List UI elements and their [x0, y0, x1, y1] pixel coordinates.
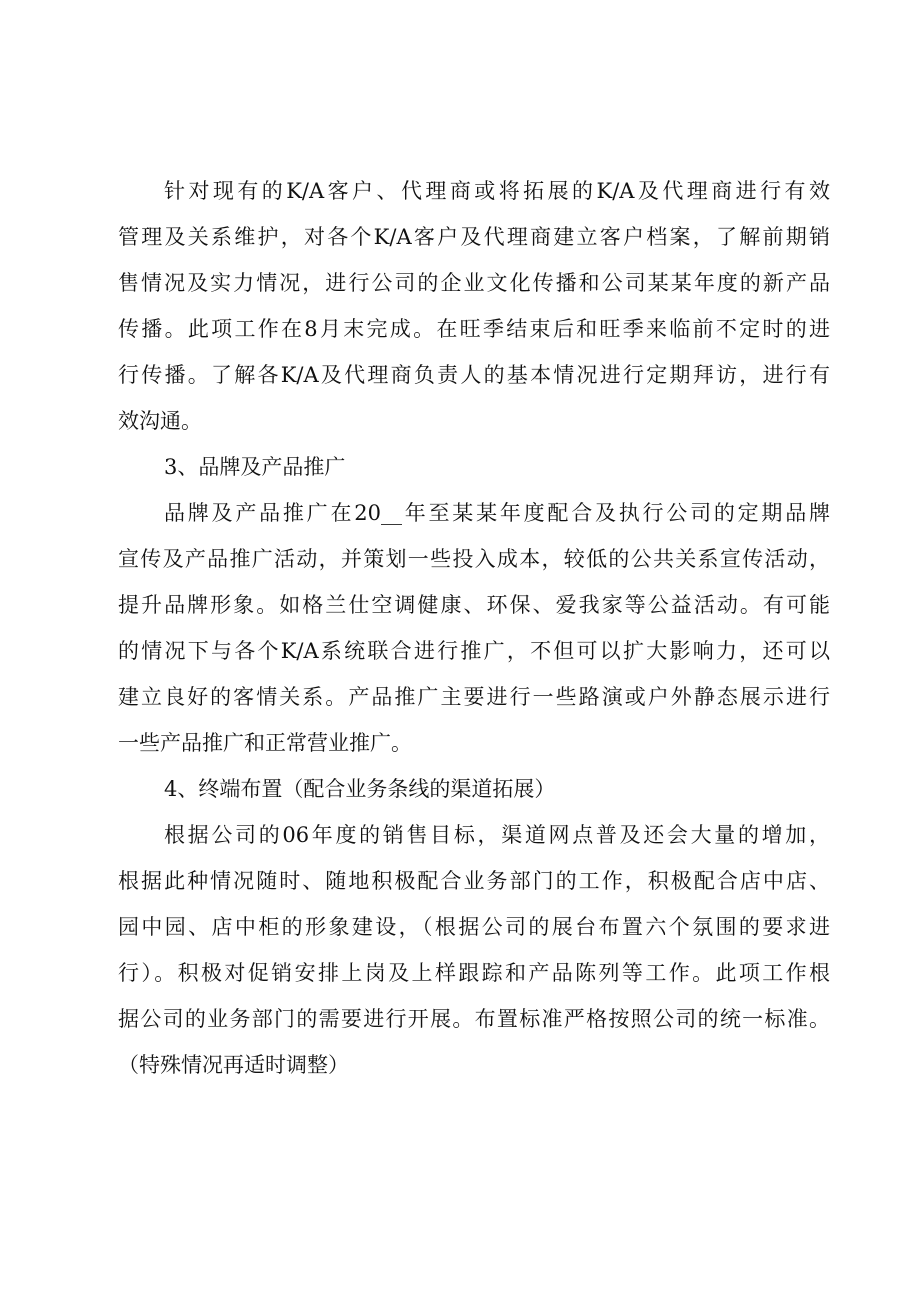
paragraph-line: 针对现有的K/A客户、代理商或将拓展的K/A及代理商进行有效 — [164, 179, 830, 203]
paragraph-line: 的情况下与各个K/A系统联合进行推广，不但可以扩大影响力，还可以 — [118, 639, 830, 663]
section-heading-brand-promotion: 3、品牌及产品推广 — [164, 455, 346, 479]
paragraph-line: 行传播。了解各K/A及代理商负责人的基本情况进行定期拜访，进行有 — [118, 363, 830, 387]
paragraph-line: 提升品牌形象。如格兰仕空调健康、环保、爱我家等公益活动。有可能 — [118, 593, 830, 617]
paragraph-line: 效沟通。 — [118, 409, 202, 433]
paragraph-line: （特殊情况再适时调整） — [118, 1053, 349, 1077]
paragraph-line: 根据此种情况随时、随地积极配合业务部门的工作，积极配合店中店、 — [118, 869, 830, 893]
paragraph-brand-promotion — [118, 490, 830, 766]
section-heading-terminal-layout: 4、终端布置（配合业务条线的渠道拓展） — [164, 777, 556, 801]
paragraph-intro — [118, 168, 830, 444]
paragraph-terminal-layout — [118, 812, 830, 1088]
paragraph-line: 传播。此项工作在8月末完成。在旺季结束后和旺季来临前不定时的进 — [118, 317, 830, 341]
paragraph-line: 园中园、店中柜的形象建设，（根据公司的展台布置六个氛围的要求进 — [118, 915, 830, 939]
document-page — [118, 168, 830, 1088]
paragraph-line: 管理及关系维护，对各个K/A客户及代理商建立客户档案，了解前期销 — [118, 225, 830, 249]
paragraph-line: 根据公司的06年度的销售目标，渠道网点普及还会大量的增加， — [164, 823, 830, 847]
paragraph-line: 一些产品推广和正常营业推广。 — [118, 731, 412, 755]
paragraph-line: 建立良好的客情关系。产品推广主要进行一些路演或户外静态展示进行 — [118, 685, 830, 709]
paragraph-line: 宣传及产品推广活动，并策划一些投入成本，较低的公共关系宣传活动， — [118, 547, 830, 571]
paragraph-line: 售情况及实力情况，进行公司的企业文化传播和公司某某年度的新产品 — [118, 271, 830, 295]
paragraph-line: 行）。积极对促销安排上岗及上样跟踪和产品陈列等工作。此项工作根 — [118, 961, 830, 985]
paragraph-line: 品牌及产品推广在20__年至某某年度配合及执行公司的定期品牌 — [164, 501, 830, 525]
paragraph-line: 据公司的业务部门的需要进行开展。布置标准严格按照公司的统一标准。 — [118, 1007, 830, 1031]
